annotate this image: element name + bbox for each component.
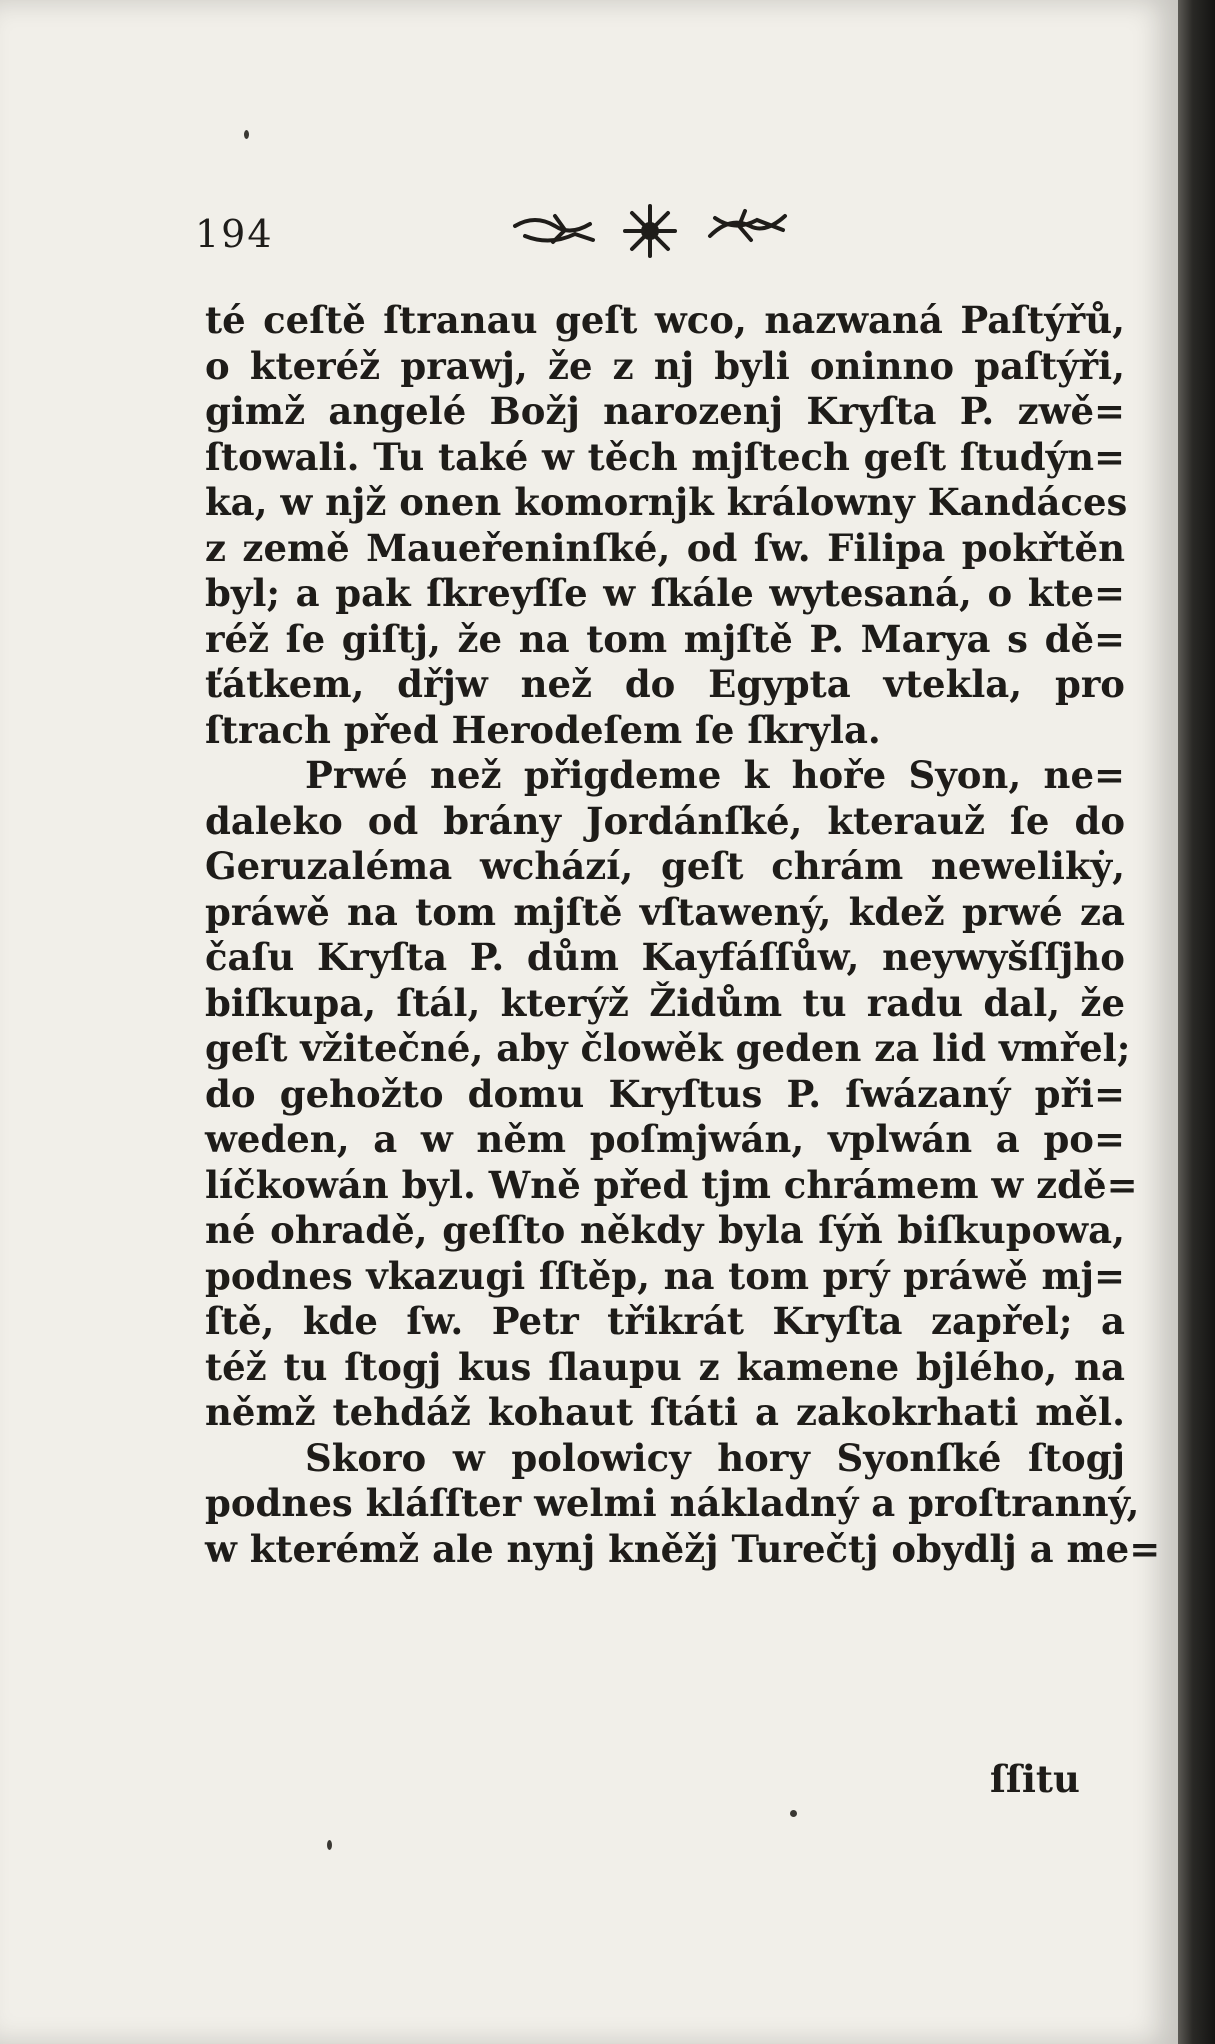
text-line: podnes vkazugi ſſtěp, na tom prý práwě mj= [205, 1253, 1125, 1298]
page-header [195, 196, 1085, 276]
text-line: ſtowali. Tu také w těch mjſtech geſt ſtudýn= [205, 434, 1125, 479]
text-line: práwě na tom mjſtě vſtawený, kdež prwé za [205, 889, 1125, 934]
catchword: ſſitu [990, 1757, 1080, 1801]
text-line: o kteréž prawj, že z nj byli oninno paſtýři, [205, 343, 1125, 388]
text-line: ſtrach před Herodeſem ſe ſkryla. [205, 707, 881, 752]
text-line: ťátkem, dřjw než do Egypta vtekla, pro [205, 662, 1125, 706]
text-line: ka, w njž onen komornjk králowny Kandáces [205, 480, 1128, 524]
text-line: té ceſtě ſtranau geſt wco, nazwaná Paſtýřů, [205, 298, 1125, 342]
text-line: byl; a pak ſkreyſſe w ſkále wytesaná, o kte= [205, 571, 1125, 615]
text-line: do gehožto domu Kryſtus P. ſwázaný při= [205, 1071, 1125, 1116]
text-line: weden, a w něm poſmjwán, vplwán a po= [205, 1117, 1125, 1161]
paragraph [205, 298, 1128, 753]
paragraph [205, 1435, 1161, 1573]
body-text [205, 298, 1161, 1572]
text-line: líčkowán byl. Wně před tjm chrámem w zdě= [205, 1162, 1138, 1207]
text-line: čaſu Kryſta P. dům Kayfáſſůw, neywyšſſjho [205, 935, 1125, 979]
paragraph [205, 753, 1138, 1436]
fleuron-ornament-icon [495, 196, 805, 266]
text-line: ſtě, kde ſw. Petr třikrát Kryſta zapřel; a [205, 1299, 1125, 1343]
text-line: podnes kláſſter welmi nákladný a proſtranný, [205, 1481, 1140, 1525]
text-line: gimž angelé Božj narozenj Kryſta P. zwě= [205, 389, 1125, 433]
ink-speck [790, 1810, 797, 1817]
page-edge [1178, 0, 1215, 2044]
text-line: z země Maueřeninſké, od ſw. Filipa pokřtěn [205, 525, 1125, 570]
page-number: 194 [195, 212, 274, 256]
text-line: Geruzaléma wchází, geſt chrám newelikẏ, [205, 844, 1125, 888]
text-line: réž ſe giſtj, že na tom mjſtě P. Marya s dě= [205, 616, 1125, 661]
text-line: Skoro w polowicy hory Syonſké ſtogj [305, 1435, 1125, 1480]
text-line: daleko od brány Jordánſké, kterauž ſe do [205, 798, 1125, 843]
text-line: též tu ſtogj kus ſlaupu z kamene bjlého, na [205, 1344, 1125, 1389]
text-line: né ohradě, geſſto někdy byla ſýň biſkupowa, [205, 1208, 1125, 1252]
text-line: biſkupa, ſtál, kterýž Židům tu radu dal, že [205, 980, 1125, 1025]
text-line: němž tehdáž kohaut ſtáti a zakokrhati měl. [205, 1390, 1125, 1434]
ink-speck [244, 130, 249, 139]
ink-speck [327, 1840, 332, 1850]
text-line: w kterémž ale nynj kněžj Turečtj obydlj a me= [205, 1526, 1161, 1571]
text-line: Prwé než přigdeme k hoře Syon, ne= [305, 753, 1125, 797]
text-line: geſt vžitečné, aby člowěk geden za lid vmřel; [205, 1026, 1131, 1070]
